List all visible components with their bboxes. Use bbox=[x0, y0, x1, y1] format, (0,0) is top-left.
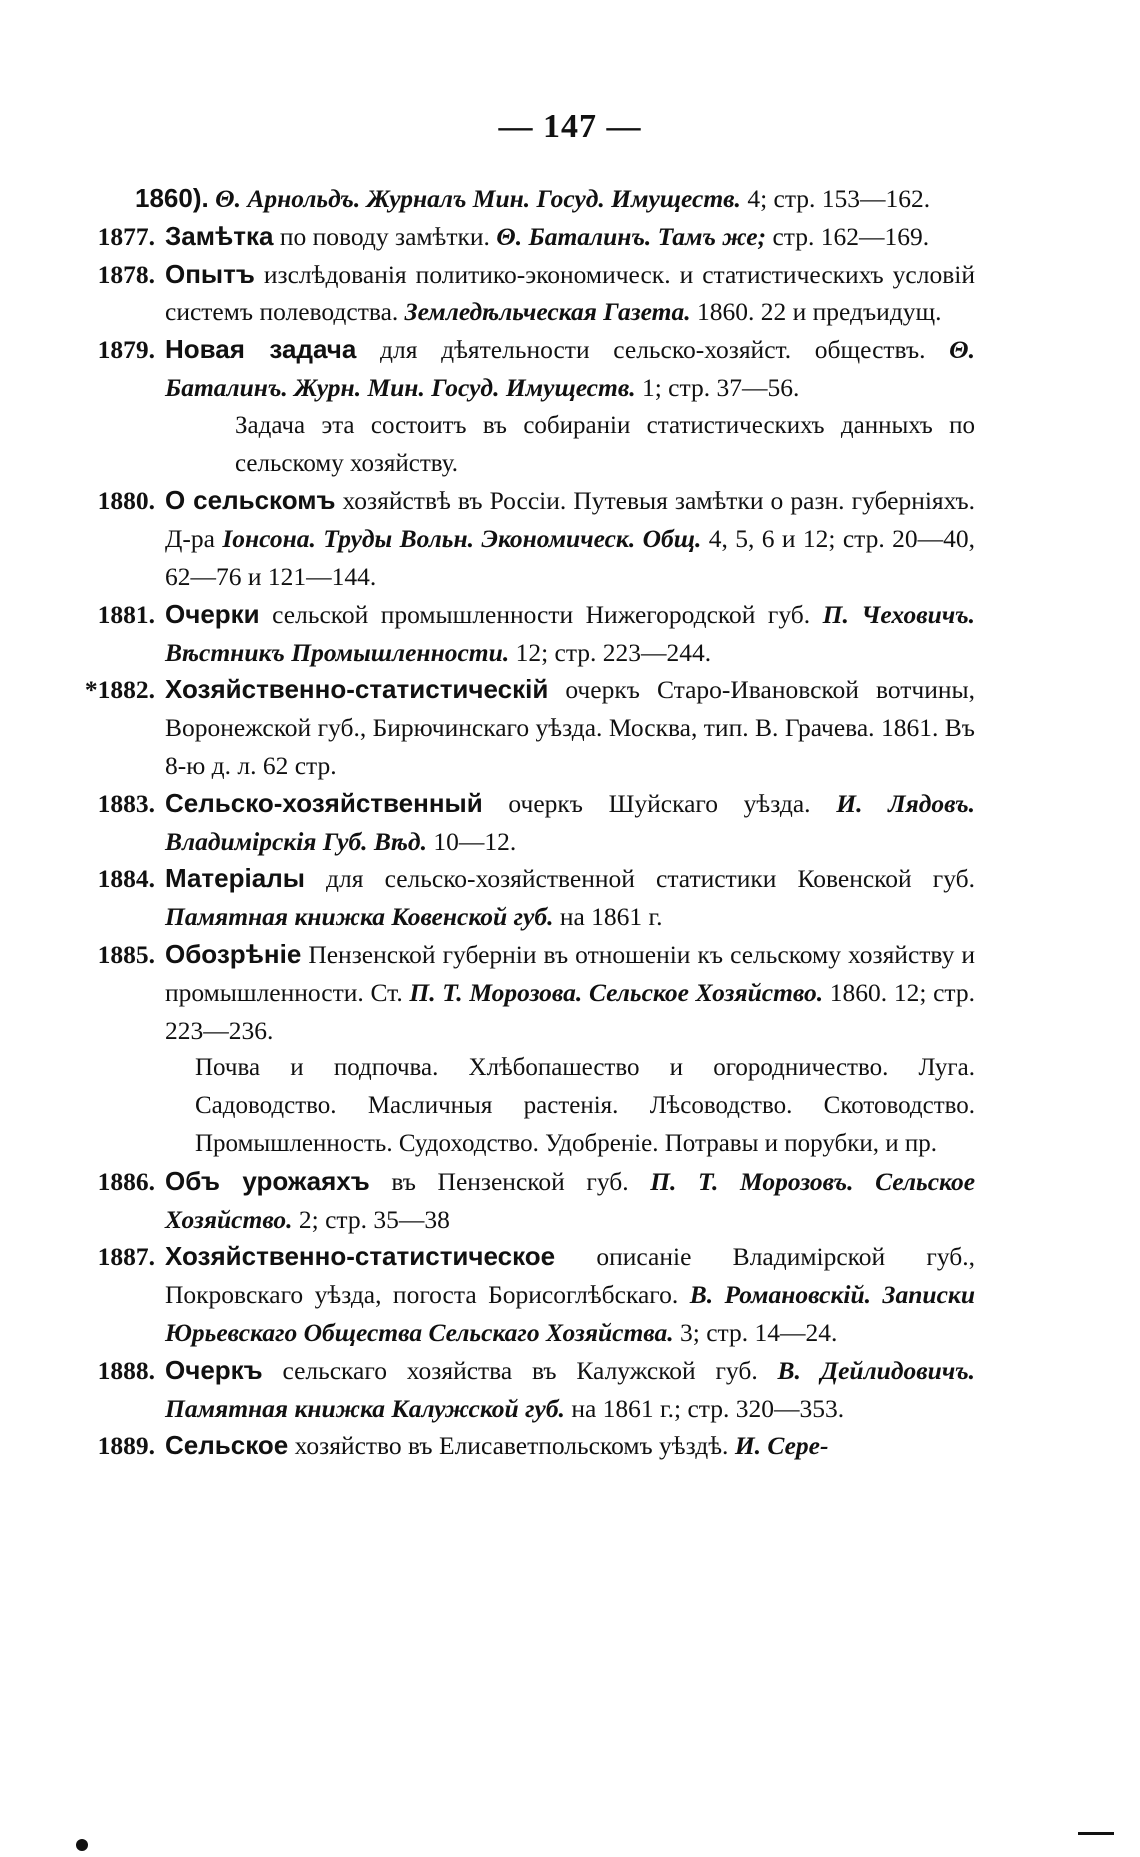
entry-author: И. Сере- bbox=[734, 1431, 829, 1461]
entry-lead: Хозяйственно-статистическій bbox=[165, 674, 549, 705]
bibliography-entry bbox=[65, 1352, 975, 1428]
entry-number: 1884. bbox=[97, 864, 155, 894]
entry-author: В. Дейлидовичъ. bbox=[777, 1355, 976, 1385]
entry-text: сельскаго хозяйства въ Калужской губ. bbox=[282, 1355, 758, 1385]
entry-text: по поводу замѣтки. bbox=[279, 221, 490, 251]
entry-author: Θ. Баталинъ. bbox=[165, 335, 976, 402]
entry-text: хозяйство въ Елисаветпольскомъ уѣздѣ. bbox=[294, 1431, 729, 1461]
entry-lead: Сельско-хозяйственный bbox=[165, 787, 483, 818]
entry-author: В. Романовскій. bbox=[689, 1280, 872, 1310]
entry-author: Іонсона. bbox=[222, 524, 316, 554]
entry-note: Задача эта состоитъ въ собираніи статистическихъ данныхъ по сельскому хозяйству. bbox=[235, 411, 975, 477]
entry-number: 1878. bbox=[97, 259, 155, 289]
entry-lead: О сельскомъ bbox=[165, 485, 336, 516]
bibliography-entry bbox=[65, 1427, 975, 1465]
entry-rest: стр. 162—169. bbox=[772, 221, 930, 251]
entry-number: 1888. bbox=[97, 1355, 155, 1385]
entry-lead: Замѣтка bbox=[165, 220, 274, 251]
entry-source: Журн. Мин. Госуд. Имуществ. bbox=[294, 372, 636, 402]
entry-text: описаніе Владимірской губ., Покровскаго уѣзда, погоста Борисоглѣбскаго. bbox=[165, 1242, 976, 1310]
bibliography-entry bbox=[65, 180, 975, 218]
print-speck bbox=[76, 1839, 88, 1851]
entry-lead: Очеркъ bbox=[165, 1354, 263, 1385]
entry-source: Земледѣльческая Газета. bbox=[404, 297, 691, 327]
bibliography-entry bbox=[65, 671, 975, 784]
entry-number: 1887. bbox=[97, 1242, 155, 1272]
entry-source: Труды Вольн. Экономическ. Общ. bbox=[323, 524, 702, 554]
entry-lead: Обозрѣніе bbox=[165, 938, 302, 969]
bibliography-entry bbox=[65, 1238, 975, 1351]
entry-number: *1882. bbox=[84, 675, 155, 705]
print-dash-mark bbox=[1078, 1832, 1114, 1835]
entry-rest: 4, 5, 6 и 12; стр. 20—40, 62—76 и 121—144. bbox=[165, 524, 975, 591]
bibliography-list bbox=[65, 180, 975, 1465]
entry-text: Пензенской губерніи въ отношеніи къ сельскому хозяйству и промышленности. Ст. bbox=[165, 939, 975, 1007]
entry-text: сельской промышленности Нижегородской губ. bbox=[272, 599, 811, 629]
entry-source: Журналъ Мин. Госуд. Имуществ. bbox=[366, 184, 741, 213]
bibliography-entry bbox=[65, 1163, 975, 1239]
entry-lead: Объ урожаяхъ bbox=[165, 1165, 370, 1196]
entry-source: Записки Юрьевскаго Общества Сельскаго Хозяйства. bbox=[165, 1280, 976, 1347]
entry-source: Вѣстникъ Промышленности. bbox=[165, 637, 510, 667]
entry-lead: Хозяйственно-статистическое bbox=[165, 1241, 556, 1272]
entry-rest: 1860. 22 и предъидущ. bbox=[696, 297, 942, 327]
entry-number: 1886. bbox=[97, 1166, 155, 1196]
bibliography-entry bbox=[65, 936, 975, 1049]
bibliography-entry bbox=[65, 785, 975, 861]
entry-source: Сельское Хозяйство. bbox=[165, 1166, 976, 1234]
page-number: — 147 — bbox=[498, 108, 642, 145]
entry-rest: 1860. 12; стр. 223—236. bbox=[165, 977, 976, 1045]
entry-rest: 2; стр. 35—38 bbox=[298, 1204, 450, 1234]
bibliography-entry bbox=[65, 256, 975, 332]
bibliography-entry bbox=[65, 218, 975, 256]
entry-text: хозяйствѣ въ Россіи. Путевыя замѣтки о разн. губерніяхъ. Д-ра bbox=[165, 486, 976, 554]
entry-text: изслѣдованія политико-экономическ. и статистическихъ условій системъ полеводства. bbox=[165, 259, 975, 327]
entry-author: П. Чеховичъ. bbox=[822, 599, 976, 629]
entry-number: 1885. bbox=[97, 939, 155, 969]
bibliography-entry bbox=[65, 860, 975, 936]
entry-source: Владимірскія Губ. Вѣд. bbox=[165, 826, 427, 856]
entry-rest: 12; стр. 223—244. bbox=[515, 637, 712, 667]
entry-number: 1877. bbox=[97, 221, 155, 251]
bibliography-entry bbox=[65, 482, 975, 595]
entry-author: Θ. Арнольдъ. bbox=[215, 184, 361, 213]
entry-number: 1879. bbox=[97, 335, 155, 365]
bibliography-entry bbox=[65, 331, 975, 407]
entry-note: Почва и подпочва. Хлѣбопашество и огородничество. Луга. Садоводство. Масличныя растенія. Лѣсоводство. Скотоводство. Промышленность. Судоходство. Удобреніе. Потравы и порубки, и пр. bbox=[195, 1054, 975, 1157]
entry-text: очеркъ Шуйскаго уѣзда. bbox=[508, 788, 811, 818]
entry-source: Сельское Хозяйство. bbox=[588, 977, 824, 1007]
entry-source: Памятная книжка Калужской губ. bbox=[165, 1393, 565, 1423]
entry-text: для дѣятельности сельско-хозяйст. обществъ. bbox=[380, 335, 926, 365]
entry-rest: на 1861 г. bbox=[559, 902, 663, 932]
entry-number: 1880. bbox=[97, 486, 155, 516]
entry-author: Θ. Баталинъ. bbox=[496, 221, 652, 251]
entry-number: 1883. bbox=[97, 788, 155, 818]
entry-text: въ Пензенской губ. bbox=[391, 1166, 629, 1196]
entry-lead: 1860). bbox=[135, 183, 209, 213]
entry-lead: Матеріалы bbox=[165, 863, 305, 894]
entry-author: И. Лядовъ. bbox=[836, 788, 976, 818]
entry-rest: 10—12. bbox=[433, 826, 517, 856]
entry-lead: Сельское bbox=[165, 1430, 289, 1461]
bibliography-entry bbox=[65, 596, 975, 672]
entry-author: П. Т. Морозовъ. bbox=[650, 1166, 854, 1196]
entry-text: очеркъ Старо-Ивановской вотчины, Воронежской губ., Бирючинскаго уѣзда. Москва, тип. В. Грачева. 1861. Въ 8-ю д. л. 62 стр. bbox=[165, 675, 976, 780]
entry-rest: на 1861 г.; стр. 320—353. bbox=[571, 1393, 845, 1423]
entry-rest: 3; стр. 14—24. bbox=[680, 1317, 838, 1347]
entry-text: для сельско-хозяйственной статистики Ковенской губ. bbox=[326, 864, 975, 894]
entry-lead: Новая задача bbox=[165, 334, 357, 365]
entry-source: Тамъ же; bbox=[657, 221, 767, 251]
entry-rest: 4; стр. 153—162. bbox=[747, 184, 931, 213]
entry-number: 1889. bbox=[97, 1431, 155, 1461]
entry-source: Памятная книжка Ковенской губ. bbox=[165, 902, 554, 932]
entry-rest: 1; стр. 37—56. bbox=[641, 372, 800, 402]
entry-number: 1881. bbox=[97, 599, 155, 629]
entry-lead: Опытъ bbox=[165, 258, 255, 289]
entry-lead: Очерки bbox=[165, 598, 260, 629]
entry-author: П. Т. Морозова. bbox=[409, 977, 583, 1007]
